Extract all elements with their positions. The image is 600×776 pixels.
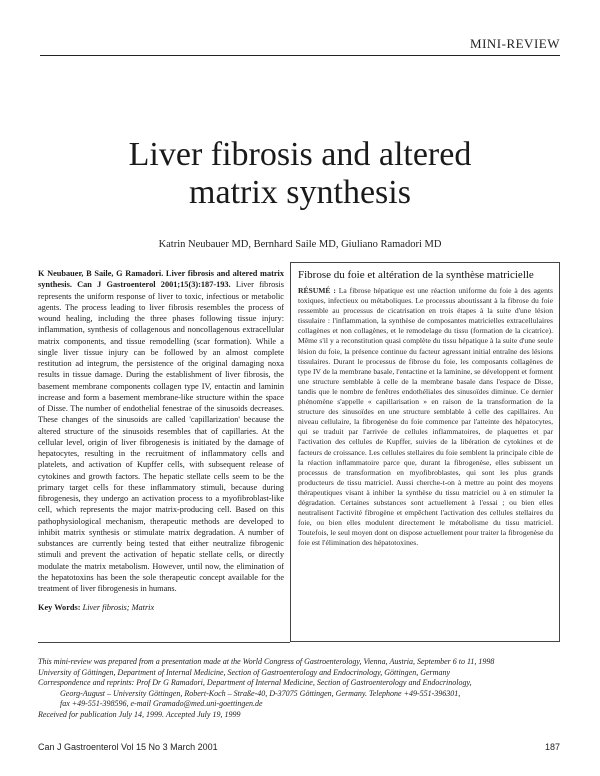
french-paragraph <box>298 286 553 548</box>
article-title <box>40 136 560 212</box>
footnote-received: Received for publication July 14, 1999. Accepted July 19, 1999 <box>38 709 241 719</box>
french-body: La fibrose hépatique est une réaction uniforme du foie à des agents toxiques, infectieux ou métaboliques. Le processus aboutissant à la fibrose du foie ressemble au processus de cicatrisation en trois étapes à la suite d'une lésion tissulaire : l'inflammation, la synthèse de composantes matricielles extracellulaires collagènes et non collagènes, et le remodelage du tissu (formation de la cicatrice). Même s'il y a reconstitution quasi complète du tissu hépatique à la suite d'une seule lésion du foie, la présence continue du facteur agressant initial entraîne des lésions tissulaires. Durant le processus de fibrose du foie, les composants collagènes de type IV de la membrane basale, l'entactine et la laminine, se développent et forment une structure semblable à celle de la membrane basale dans l'espace de Disse, tandis que le nombre de fenêtres endothéliales des sinusoïdes diminue. Ce dernier phénomène s'appelle « capillarisation » en raison de la transformation de la structure des sinusoïdes en une structure semblable à celle des capillaires. Au niveau cellulaire, la fibrogenèse du foie commence par l'atteinte des hépatocytes, qui se traduit par l'arrivée de cellules inflammatoires, de plaquettes et par l'activation des cellules de Kupffer, suivies de la libération de cytokines et de facteurs de croissance. Les cellules stellaires du foie semblent la principale cible de la réaction inflammatoire parce que, durant la fibrogenèse, elles subissent un processus de transformation en myofibroblastes, qui sont les plus grands producteurs de tissu matriciel. Aussi cherche-t-on à mettre au point des moyens thérapeutiques visant à inhiber la synthèse du tissu matriciel ou à en stimuler la dégradation. Certaines substances sont actuellement à l'essai ; ou bien elles neutralisent l'activité fibrogène et empêchent l'activation des cellules stellaires du foie, ou bien elles modulent directement le métabolisme du tissu matriciel. Toutefois, le seul moyen dont on dispose actuellement pour traiter la fibrogenèse du foie est l'élimination des hépatotoxines. <box>298 286 553 548</box>
page-number: 187 <box>544 742 560 752</box>
abstract-paragraph <box>38 268 284 594</box>
footnotes <box>38 657 563 720</box>
footnote-contact: fax +49-551-398596, e-mail Gramado@med.uni-goettingen.de <box>60 699 263 708</box>
header-rule <box>40 55 560 56</box>
journal-footer: Can J Gastroenterol Vol 15 No 3 March 2001 <box>38 742 218 752</box>
abstract-bottom-rule <box>38 642 290 643</box>
resume-label: RÉSUMÉ : <box>298 286 336 295</box>
french-heading: Fibrose du foie et altération de la synthèse matricielle <box>298 269 534 281</box>
abstract-body: Liver fibrosis represents the uniform response of liver to toxic, infectious or metabolic agents. The process leading to liver fibrosis resembles the process of wound healing, including the three phases following tissue injury: inflammation, synthesis of collagenous and noncollagenous extracellular matrix components, and tissue remodelling (scar formation). While a single liver tissue injury can be followed by an almost complete restitution ad integrum, the persistence of the original damaging noxa results in tissue damage. During the establishment of liver fibrosis, the basement membrane components collagen type IV, entactin and laminin increase and form a basement membrane-like structure within the space of Disse. The number of endothelial fenestrae of the sinusoids decreases. These changes of the sinusoids are called 'capillarization' because the altered structure of the sinusoids resembles that of capillaries. At the cellular level, origin of liver fibrogenesis is initiated by the damage of hepatocytes, resulting in the recruitment of inflammatory cells and platelets, and activation of Kupffer cells, with subsequent release of cytokines and growth factors. The hepatic stellate cells seem to be the primary target cells for these inflammatory stimuli, because during fibrogenesis, they undergo an activation process to a myofibroblast-like cell, which represents the major matrix-producing cell. Based on this pathophysiological mechanism, therapeutic methods are developed to inhibit matrix synthesis or stimulate matrix degradation. A number of substances are currently being tested that either neutralize fibrogenic stimuli and prevent the activation of hepatic stellate cells, or directly modulate the matrix metabolism. However, until now, the elimination of the hepatotoxins has been the sole therapeutic concept available for the treatment of liver fibrogenesis in humans. <box>38 280 284 593</box>
english-abstract <box>38 268 284 614</box>
keywords-text: Liver fibrosis; Matrix <box>82 603 155 613</box>
footnote-presentation: This mini-review was prepared from a presentation made at the World Congress of Gastroenterology, Vienna, Austria, September 6 to 11, 1998 <box>38 657 495 666</box>
section-label: MINI-REVIEW <box>470 36 560 51</box>
citation: K Neubauer, B Saile, G Ramadori. Liver fibrosis and altered matrix synthesis. Can J Gastroenterol 2001;15(3):187-193. <box>38 269 284 290</box>
title-line-2: matrix synthesis <box>189 174 411 211</box>
author-list: Katrin Neubauer MD, Bernhard Saile MD, Giuliano Ramadori MD <box>158 239 442 250</box>
keywords <box>38 602 284 613</box>
french-abstract <box>298 268 553 548</box>
title-line-1: Liver fibrosis and altered <box>128 136 472 173</box>
footnote-correspondence: Correspondence and reprints: Prof Dr G Ramadori, Department of Internal Medicine, Section of Gastroenterology and Endocrinology, <box>38 678 472 687</box>
footnote-address: Georg-August – University Göttingen, Robert-Koch – Straße-40, D-37075 Göttingen, Germany. Telephone +49-551-396301, <box>60 688 461 698</box>
footnote-affiliation: University of Göttingen, Department of Internal Medicine, Section of Gastroenterology and Endocrinology, Göttingen, Germany <box>38 667 450 677</box>
keywords-label: Key Words: <box>38 603 81 613</box>
